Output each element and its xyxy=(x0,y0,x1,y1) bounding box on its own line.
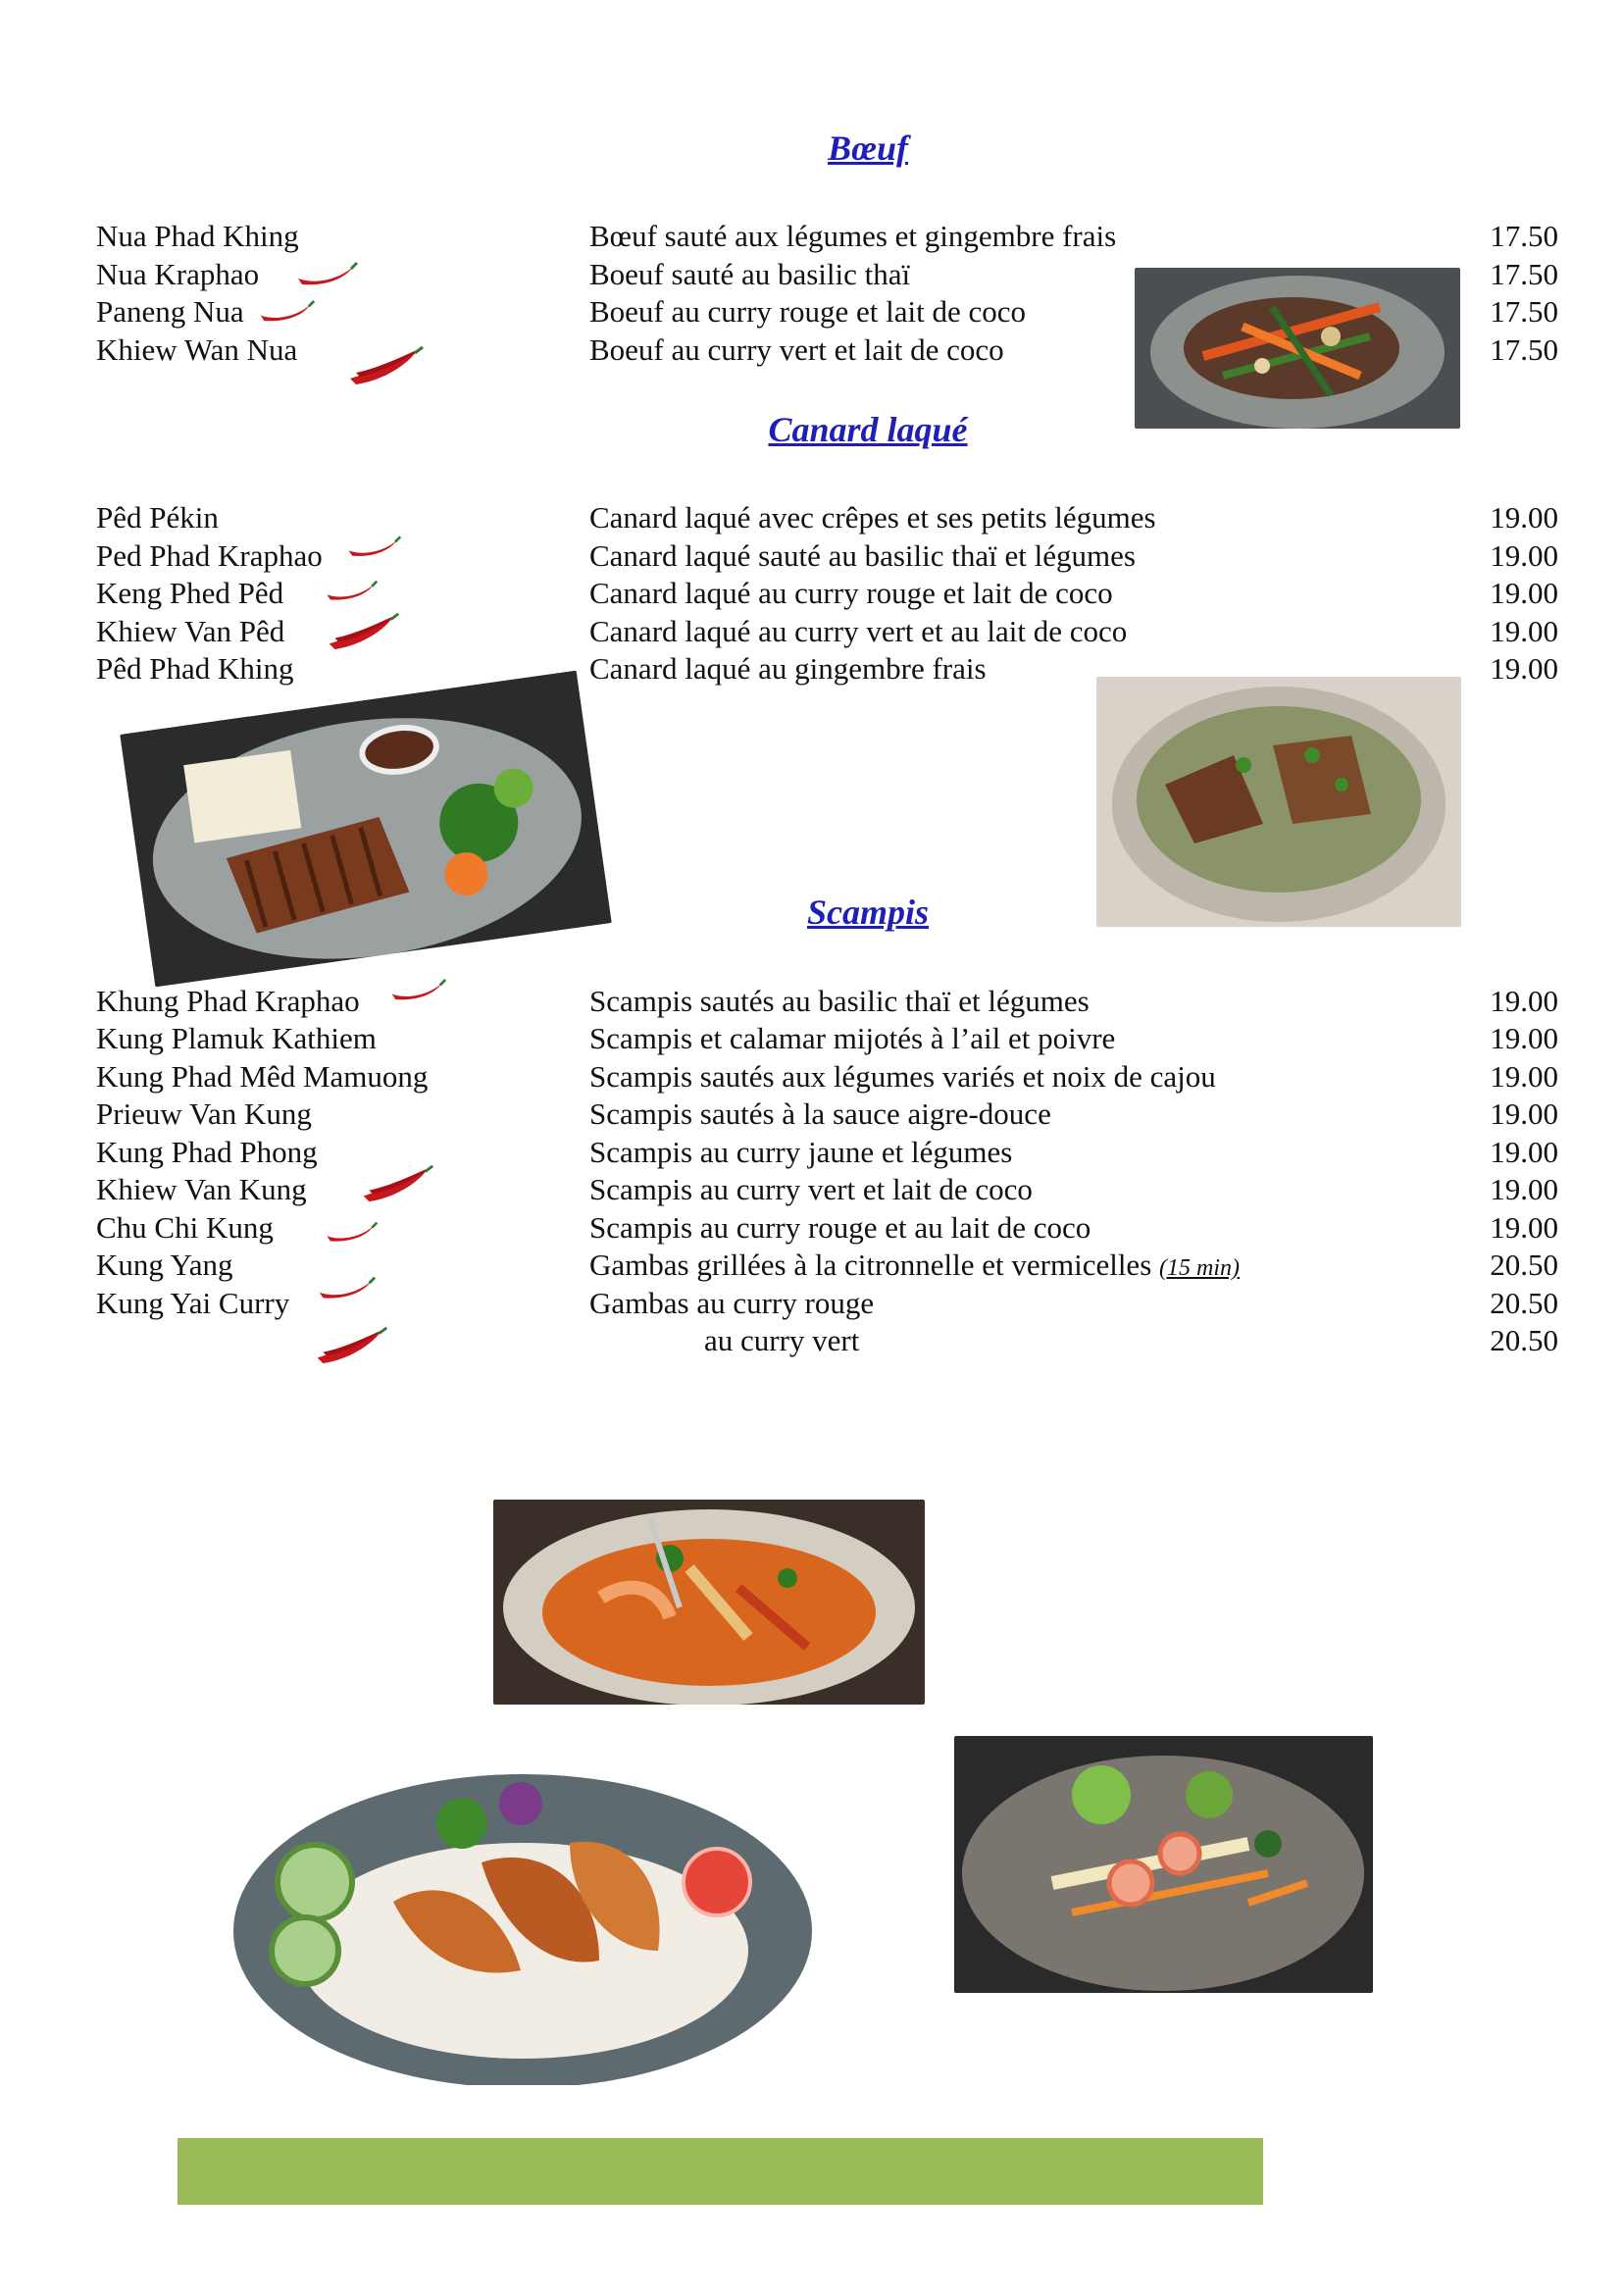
dish-name: Keng Phed Pêd xyxy=(96,576,284,610)
dish-name: Khung Phad Kraphao xyxy=(96,984,360,1018)
dish-description: Scampis au curry vert et lait de coco xyxy=(589,1172,1033,1206)
section-title-canard: Canard laqué xyxy=(768,410,968,449)
dish-name: Khiew Van Kung xyxy=(96,1172,307,1206)
red-curry-scampi-photo xyxy=(493,1500,925,1705)
dish-price: 19.00 xyxy=(1490,1210,1558,1245)
dish-description: Gambas au curry rouge xyxy=(589,1286,875,1320)
dish-price: 19.00 xyxy=(1490,500,1558,535)
dish-name: Ped Phad Kraphao xyxy=(96,538,323,573)
dish-price: 19.00 xyxy=(1490,614,1558,648)
dish-name: Chu Chi Kung xyxy=(96,1210,274,1245)
dish-description: Canard laqué avec crêpes et ses petits légumes xyxy=(589,500,1156,535)
dish-price: 20.50 xyxy=(1490,1248,1558,1282)
dish-price: 19.00 xyxy=(1490,1172,1558,1206)
dish-name: Kung Yang xyxy=(96,1248,233,1282)
dish-price: 17.50 xyxy=(1490,257,1558,291)
dish-name: Kung Phad Mêd Mamuong xyxy=(96,1059,429,1094)
dish-description: Bœuf sauté aux légumes et gingembre frais xyxy=(589,219,1117,253)
dish-price: 19.00 xyxy=(1490,1096,1558,1131)
scampi-vegetables-photo xyxy=(954,1736,1373,1993)
dish-name: Nua Phad Khing xyxy=(96,219,299,253)
dish-name: Khiew Van Pêd xyxy=(96,614,285,648)
peking-duck-photo xyxy=(120,671,612,988)
dish-description: Canard laqué au gingembre frais xyxy=(589,651,987,686)
dish-price: 19.00 xyxy=(1490,1135,1558,1169)
dish-description: Boeuf au curry vert et lait de coco xyxy=(589,332,1004,367)
chili-icon xyxy=(294,261,359,286)
dish-description: Scampis au curry rouge et au lait de coco xyxy=(589,1210,1091,1245)
chili-icon xyxy=(316,1275,377,1300)
section-title-scampis: Scampis xyxy=(806,892,929,932)
dish-price: 20.50 xyxy=(1490,1323,1558,1357)
dish-price: 20.50 xyxy=(1490,1286,1558,1320)
dish-description: Canard laqué au curry vert et au lait de coco xyxy=(589,614,1128,648)
chili-icon xyxy=(324,579,379,602)
footer-bar xyxy=(178,2138,1263,2205)
chili-icon xyxy=(358,1164,436,1203)
dish-description: Canard laqué sauté au basilic thaï et légumes xyxy=(589,538,1136,573)
dish-price: 19.00 xyxy=(1490,984,1558,1018)
chili-icon xyxy=(257,298,316,324)
dish-name: Khiew Wan Nua xyxy=(96,332,298,367)
dish-name: Nua Kraphao xyxy=(96,257,260,291)
dish-price: 17.50 xyxy=(1490,332,1558,367)
dish-price: 19.00 xyxy=(1490,651,1558,686)
dish-description: Boeuf sauté au basilic thaï xyxy=(589,257,911,291)
dish-name: Pêd Pékin xyxy=(96,500,219,535)
dish-price: 19.00 xyxy=(1490,576,1558,610)
chili-icon xyxy=(346,345,425,386)
dish-description-text: Gambas grillées à la citronnelle et vermicelles xyxy=(589,1248,1152,1282)
dish-description xyxy=(589,1247,1240,1287)
dish-price: 19.00 xyxy=(1490,1059,1558,1094)
dish-name: Kung Plamuk Kathiem xyxy=(96,1021,377,1055)
duck-curry-photo xyxy=(1096,677,1461,927)
chili-icon xyxy=(324,1220,379,1244)
dish-description: Scampis sautés à la sauce aigre-douce xyxy=(589,1096,1051,1131)
grilled-gambas-photo xyxy=(227,1755,820,2085)
prep-time-note: (15 min) xyxy=(1159,1255,1240,1281)
dish-name: Kung Yai Curry xyxy=(96,1286,290,1320)
dish-name: Pêd Phad Khing xyxy=(96,651,294,686)
dish-description: Boeuf au curry rouge et lait de coco xyxy=(589,294,1027,329)
beef-dish-photo xyxy=(1135,268,1460,429)
dish-description: Scampis et calamar mijotés à l’ail et poivre xyxy=(589,1021,1116,1055)
dish-price: 19.00 xyxy=(1490,538,1558,573)
dish-name: Paneng Nua xyxy=(96,294,244,329)
dish-price: 17.50 xyxy=(1490,219,1558,253)
section-title-boeuf: Bœuf xyxy=(827,128,909,168)
chili-icon xyxy=(345,534,402,559)
dish-description: au curry vert xyxy=(704,1323,860,1357)
dish-name: Prieuw Van Kung xyxy=(96,1096,312,1131)
dish-description: Canard laqué au curry rouge et lait de coco xyxy=(589,576,1113,610)
chili-icon xyxy=(312,1326,390,1365)
chili-icon xyxy=(388,977,447,1002)
chili-icon xyxy=(324,612,402,651)
dish-description: Scampis sautés aux légumes variés et noix de cajou xyxy=(589,1059,1216,1094)
dish-description: Scampis au curry jaune et légumes xyxy=(589,1135,1013,1169)
dish-name: Kung Phad Phong xyxy=(96,1135,318,1169)
dish-price: 19.00 xyxy=(1490,1021,1558,1055)
dish-description: Scampis sautés au basilic thaï et légumes xyxy=(589,984,1090,1018)
dish-price: 17.50 xyxy=(1490,294,1558,329)
